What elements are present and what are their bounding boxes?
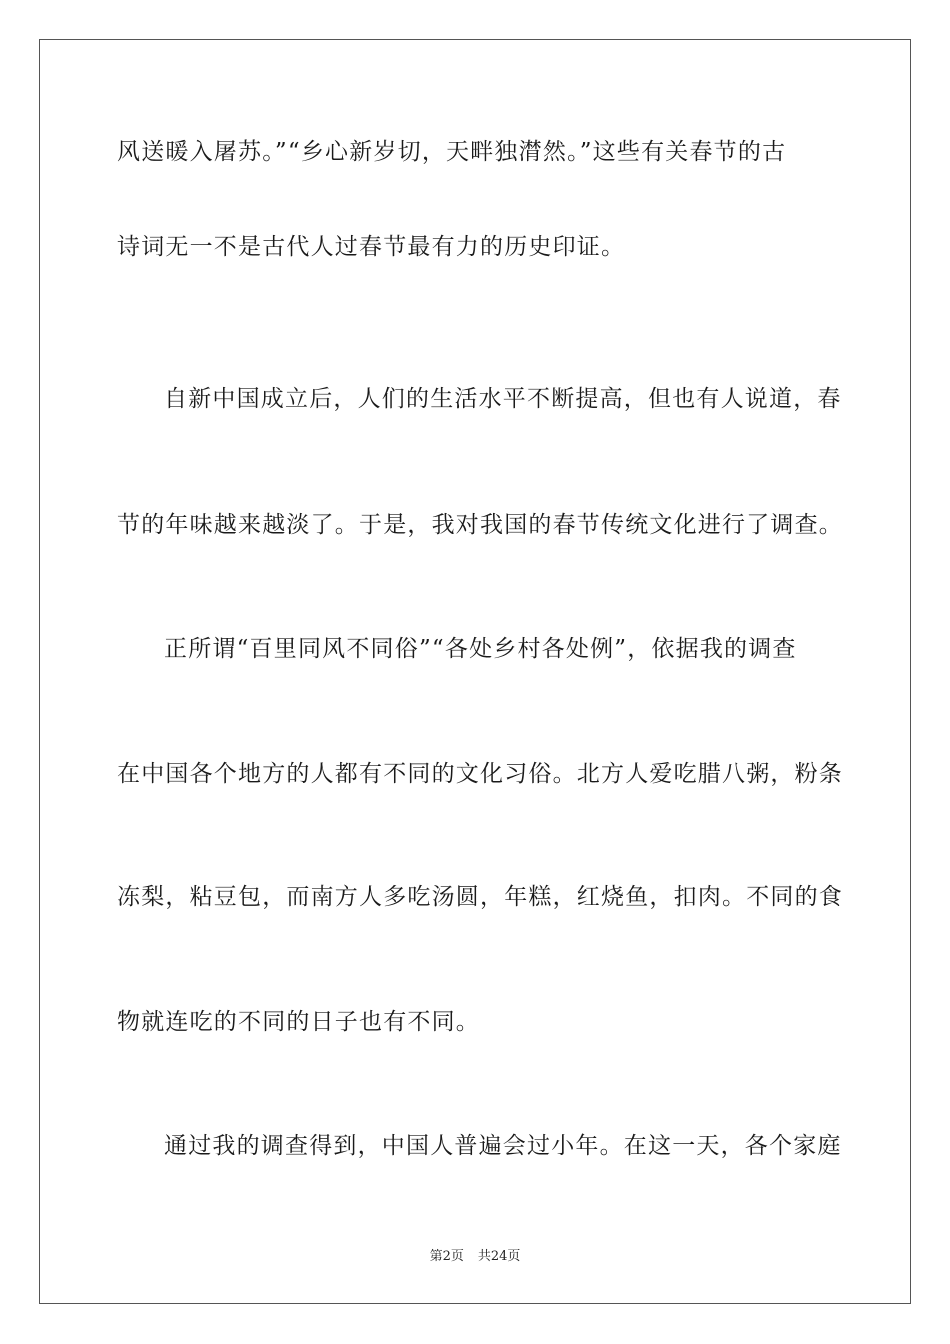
page-number: 第2页 — [429, 1249, 464, 1264]
page-footer — [0, 1248, 950, 1266]
text-line-5: 正所谓“百里同风不同俗”“各处乡村各处例”，依据我的调查 — [164, 636, 797, 662]
text-line-4: 节的年味越来越淡了。于是，我对我国的春节传统文化进行了调查。 — [117, 512, 843, 538]
text-line-2: 诗词无一不是古代人过春节最有力的历史印证。 — [117, 234, 626, 260]
text-line-8: 物就连吃的不同的日子也有不同。 — [117, 1009, 480, 1035]
page-border — [39, 39, 911, 1304]
text-line-6: 在中国各个地方的人都有不同的文化习俗。北方人爱吃腊八粥，粉条 — [117, 761, 843, 787]
text-line-1: 风送暖入屠苏。”“乡心新岁切，天畔独潸然。”这些有关春节的古 — [117, 139, 787, 165]
text-line-7: 冻梨，粘豆包，而南方人多吃汤圆，年糕，红烧鱼，扣肉。不同的食 — [117, 884, 843, 910]
text-line-3: 自新中国成立后，人们的生活水平不断提高，但也有人说道，春 — [164, 386, 842, 412]
text-line-9: 通过我的调查得到，中国人普遍会过小年。在这一天，各个家庭 — [164, 1133, 842, 1159]
page-total: 共24页 — [477, 1249, 521, 1264]
